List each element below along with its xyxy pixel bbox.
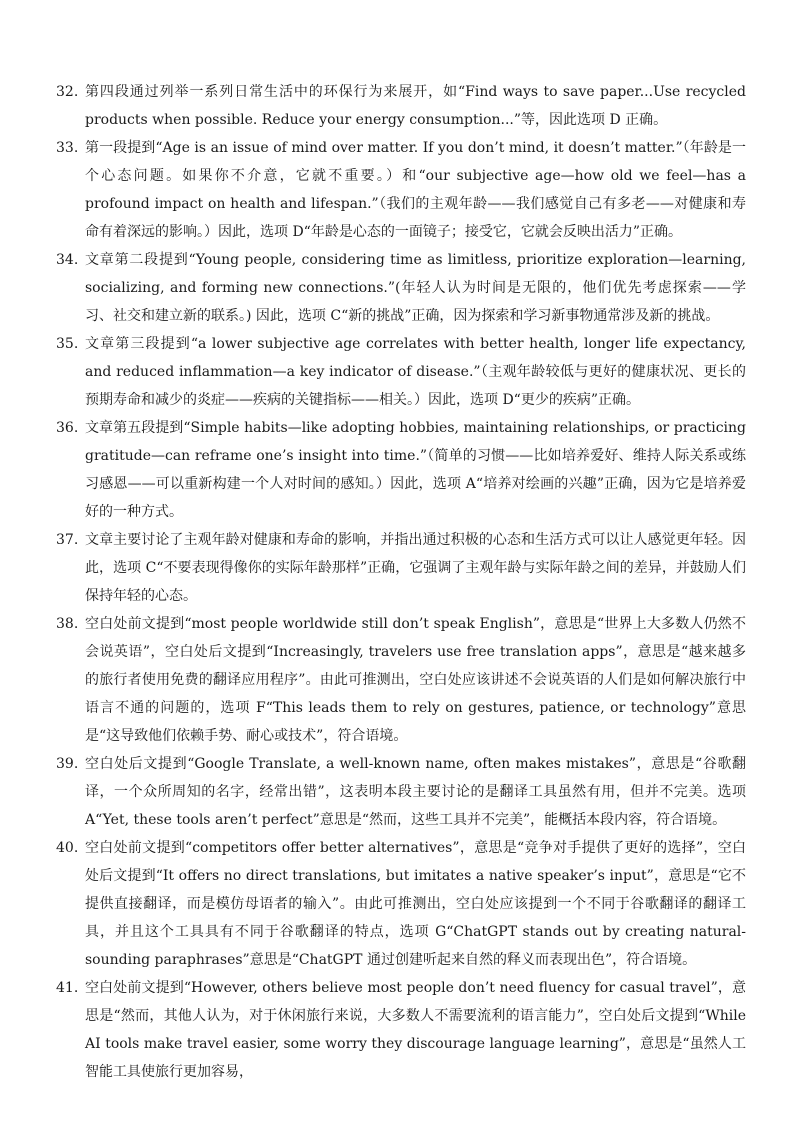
explanation-text: 第四段通过列举一系列日常生活中的环保行为来展开，如“Find ways to save paper...Use recycled products when possible. Reduce your energy consumption...”等，因此选项 D 正确。: [85, 84, 746, 128]
question-number: 39.: [56, 756, 79, 772]
question-number: 41.: [56, 980, 79, 996]
answer-item: [56, 78, 746, 134]
question-number: 34.: [56, 252, 79, 268]
explanation-text: 空白处前文提到“most people worldwide still don’t speak English”，意思是“世界上大多数人仍然不会说英语”，空白处后文提到“Increasingly, travelers use free translation apps”，意思是“越来越多的旅行者使用免费的翻译应用程序”。由此可推测出，空白处应该讲述不会说英语的人们是如何解决旅行中语言不通的问题的，选项 F“This leads them to rely on gestures, patience, or technology”意思是“这导致他们依赖手势、耐心或技术”，符合语境。: [85, 616, 746, 744]
question-number: 40.: [56, 840, 79, 856]
question-number: 35.: [56, 336, 79, 352]
explanation-text: 空白处前文提到“competitors offer better alternatives”，意思是“竞争对手提供了更好的选择”，空白处后文提到“It offers no direct translations, but imitates a native speaker’s input”，意思是“它不提供直接翻译，而是模仿母语者的输入”。由此可推测出，空白处应该提到一个不同于谷歌翻译的翻译工具，并且这个工具具有不同于谷歌翻译的特点，选项 G“ChatGPT stands out by creating natural-sounding paraphrases”意思是“ChatGPT 通过创建听起来自然的释义而表现出色”，符合语境。: [85, 840, 746, 968]
answer-item: [56, 610, 746, 750]
explanation-text: 文章第五段提到“Simple habits—like adopting hobbies, maintaining relationships, or practicing gratitude—can reframe one’s insight into time.”（简单的习惯——比如培养爱好、维持人际关系或练习感恩——可以重新构建一个人对时间的感知。）因此，选项 A“培养对绘画的兴趣”正确，因为它是培养爱好的一种方式。: [85, 420, 746, 520]
answer-item: [56, 834, 746, 974]
explanation-text: 空白处前文提到“However, others believe most people don’t need fluency for casual travel”，意思是“然而，其他人认为，对于休闲旅行来说，大多数人不需要流利的语言能力”，空白处后文提到“While AI tools make travel easier, some worry they discourage language learning”，意思是“虽然人工智能工具使旅行更加容易，: [85, 980, 746, 1080]
answer-item: [56, 134, 746, 246]
question-number: 37.: [56, 532, 79, 548]
explanation-text: 第一段提到“Age is an issue of mind over matter. If you don’t mind, it doesn’t matter.”（年龄是一个心态问题。如果你不介意，它就不重要。）和“our subjective age—how old we feel—has a profound impact on health and lifespan.”（我们的主观年龄——我们感觉自己有多老——对健康和寿命有着深远的影响。）因此，选项 D“年龄是心态的一面镜子；接受它，它就会反映出活力”正确。: [85, 140, 746, 240]
question-number: 36.: [56, 420, 79, 436]
question-number: 32.: [56, 84, 79, 100]
explanation-text: 文章第三段提到“a lower subjective age correlates with better health, longer life expectancy, and reduced inflammation—a key indicator of disease.”（主观年龄较低与更好的健康状况、更长的预期寿命和减少的炎症——疾病的关键指标——相关。）因此，选项 D“更少的疾病”正确。: [85, 336, 746, 408]
question-number: 38.: [56, 616, 79, 632]
explanation-text: 文章第二段提到“Young people, considering time as limitless, prioritize exploration—learning, socializing, and forming new connections.”(年轻人认为时间是无限的，他们优先考虑探索——学习、社交和建立新的联系。) 因此，选项 C“新的挑战”正确，因为探索和学习新事物通常涉及新的挑战。: [85, 252, 746, 324]
answer-item: [56, 750, 746, 834]
explanation-text: 文章主要讨论了主观年龄对健康和寿命的影响，并指出通过积极的心态和生活方式可以让人感觉更年轻。因此，选项 C“不要表现得像你的实际年龄那样”正确，它强调了主观年龄与实际年龄之间的差异，并鼓励人们保持年轻的心态。: [85, 532, 746, 604]
explanation-text: 空白处后文提到“Google Translate, a well-known name, often makes mistakes”，意思是“谷歌翻译，一个众所周知的名字，经常出错”，这表明本段主要讨论的是翻译工具虽然有用，但并不完美。选项 A“Yet, these tools aren’t perfect”意思是“然而，这些工具并不完美”，能概括本段内容，符合语境。: [85, 756, 746, 828]
answer-explanations: [56, 78, 746, 1086]
question-number: 33.: [56, 140, 79, 156]
answer-item: [56, 974, 746, 1086]
answer-item: [56, 414, 746, 526]
answer-item: [56, 526, 746, 610]
answer-item: [56, 246, 746, 330]
answer-item: [56, 330, 746, 414]
